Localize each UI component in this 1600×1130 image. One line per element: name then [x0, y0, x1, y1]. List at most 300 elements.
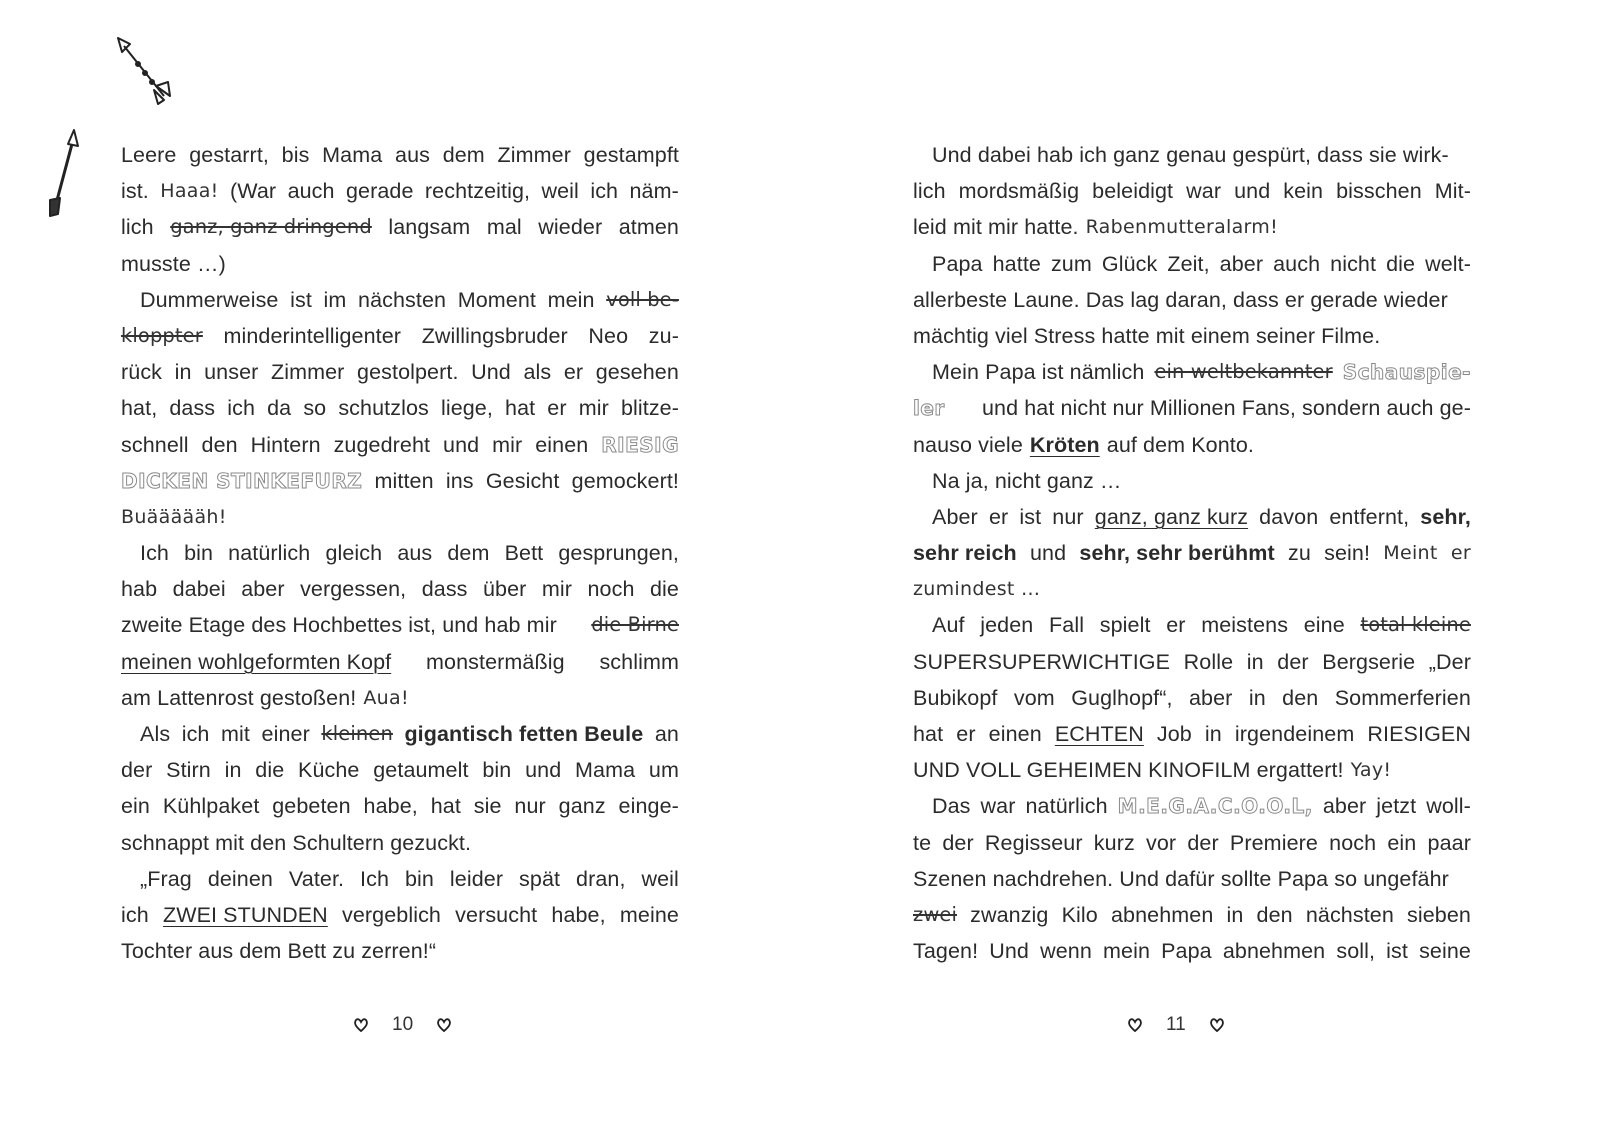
word: entfernt, [1329, 504, 1410, 529]
word: einen [988, 722, 1042, 746]
word: so [303, 396, 327, 421]
text-line [913, 752, 1471, 788]
word: die [1386, 251, 1416, 276]
word: aber [1188, 685, 1233, 710]
text-line [121, 427, 679, 463]
word: als [523, 360, 552, 385]
word: zugedreht [333, 432, 431, 457]
word: ist. [121, 179, 149, 204]
word: Kilo [1061, 902, 1098, 927]
word: Regisseur [984, 830, 1083, 855]
word: woll- [1426, 794, 1471, 819]
word: schutzlos [338, 396, 429, 421]
word: Yay! [1350, 759, 1392, 782]
word: (War [230, 179, 277, 204]
word: der [942, 830, 974, 855]
text-line [121, 535, 679, 571]
heart-icon [352, 1017, 370, 1033]
text-line [121, 390, 679, 426]
word: gleich [325, 541, 383, 566]
word: bin [482, 758, 512, 783]
word: jetzt [1376, 794, 1417, 819]
text-line [913, 644, 1471, 680]
word: davon [1259, 504, 1319, 529]
right-page-text [913, 137, 1471, 969]
word: hab [121, 577, 158, 602]
word: nächsten [1305, 902, 1394, 927]
word: war [980, 794, 1016, 819]
text-line [913, 861, 1471, 897]
word: aber [1219, 251, 1264, 276]
heart-icon [435, 1017, 453, 1033]
word: Rabenmutteralarm! [1085, 216, 1279, 239]
word: Buäääääh! [121, 505, 227, 528]
word: Mama [575, 758, 636, 783]
word: dabei [172, 577, 226, 602]
word: DICKEN STINKEFURZ [121, 468, 363, 493]
word: Und [471, 360, 511, 385]
word: RIESIGEN [1367, 722, 1471, 746]
word: natürlich [1025, 794, 1108, 819]
word: und [1234, 179, 1271, 204]
word: UND VOLL GEHEIMEN KINOFILM ergattert! [913, 758, 1344, 783]
word: sieben [1407, 902, 1471, 927]
text-line [121, 680, 679, 716]
word: Stirn [166, 758, 211, 783]
word: die [649, 577, 679, 602]
word: noch [587, 577, 635, 602]
text-line [121, 463, 679, 499]
word: Leere [121, 143, 177, 167]
word: einer [261, 722, 310, 746]
word: liege, [440, 396, 493, 421]
word: Ich [360, 866, 390, 891]
text-line [913, 897, 1471, 933]
text-line [913, 282, 1471, 318]
word: Als [140, 722, 171, 746]
word: ist [1019, 504, 1042, 529]
word: mir [541, 577, 573, 602]
word: zwanzig [970, 902, 1049, 927]
word: schnappt mit den Schultern gezuckt. [121, 830, 472, 855]
word: Glück [1101, 251, 1158, 276]
word: er [1166, 613, 1186, 638]
word: Sommerferien [1334, 685, 1471, 710]
word: mal [486, 215, 522, 240]
word: in [1226, 902, 1244, 927]
word: auch [287, 179, 335, 204]
word: Guglhopf“, [1071, 685, 1173, 710]
text-line [913, 571, 1471, 607]
heart-icon [1126, 1017, 1144, 1033]
word: Zwillingsbruder [421, 323, 568, 348]
word: allerbeste Laune. Das lag daran, dass er gerade wieder [913, 287, 1448, 312]
word: bin [404, 866, 434, 891]
word: ler [913, 396, 945, 421]
word: eine [1303, 613, 1345, 638]
word: mein [547, 287, 595, 312]
word: in [224, 758, 242, 783]
text-line [913, 209, 1471, 245]
word: nächsten [358, 287, 447, 312]
word: rück [121, 360, 163, 385]
word: Gesicht [485, 468, 560, 493]
word: bin [184, 541, 214, 566]
word: lich [121, 215, 154, 240]
text-line [913, 788, 1471, 824]
word: Papa [932, 251, 983, 276]
word: Aber [932, 504, 978, 529]
word: zweite Etage des Hochbettes ist, und hab mir [121, 613, 557, 638]
word: Kröten [1029, 432, 1100, 457]
word: Neo [588, 323, 629, 348]
word: er [988, 504, 1009, 529]
word: mit [221, 722, 250, 746]
word: Moment [457, 287, 536, 312]
word: den [201, 432, 238, 457]
word: Kühlpaket [162, 794, 260, 819]
word: vergessen, [300, 577, 407, 602]
text-line [121, 499, 679, 535]
word: kein [1283, 179, 1324, 204]
word: Bubikopf [913, 685, 998, 710]
left-page-text [121, 137, 679, 969]
word: gerade [345, 179, 414, 204]
word: Und dabei hab ich ganz genau gespürt, dass sie wirk- [932, 143, 1449, 167]
text-line [121, 716, 679, 752]
word: welt- [1425, 251, 1471, 276]
word: den [1256, 902, 1293, 927]
text-line [121, 282, 679, 318]
word: ganz, ganz dringend [170, 215, 372, 239]
text-line [121, 607, 679, 643]
word: gestampft [583, 143, 679, 167]
word: spielt [1099, 613, 1151, 638]
word: auch [1273, 251, 1321, 276]
word: Bergserie [1322, 649, 1416, 674]
word: blitze- [620, 396, 679, 421]
word: nauso viele [913, 432, 1023, 457]
word: hatte [992, 251, 1041, 276]
word: einge- [618, 794, 679, 819]
text-line [121, 933, 679, 969]
word: hat [913, 722, 944, 746]
word: Fall [1049, 613, 1085, 638]
word: meinen wohlgeformten Kopf [121, 649, 392, 674]
word: gesehen [595, 360, 679, 385]
text-line [913, 390, 1471, 426]
word: bis [281, 143, 310, 167]
word: schlimm [599, 649, 679, 674]
word: meistens [1201, 613, 1289, 638]
text-line [913, 499, 1471, 535]
word: ganz [558, 794, 606, 819]
word: unser [204, 360, 259, 385]
text-line [121, 788, 679, 824]
word: ist [1386, 939, 1408, 964]
word: Meint [1383, 542, 1438, 565]
word: kleinen [321, 722, 393, 745]
word: hat, [121, 396, 158, 421]
word: lich [913, 179, 946, 204]
page-number-left [352, 1014, 453, 1036]
word: RIESIG [601, 432, 679, 457]
word: auf dem Konto. [1106, 432, 1254, 457]
text-line [913, 137, 1471, 173]
word: Papa [1161, 939, 1212, 964]
word: aus [397, 541, 433, 566]
word: gestolpert. [357, 360, 459, 385]
arrow-diagonal-icon [112, 34, 176, 106]
heart-icon [1208, 1017, 1226, 1033]
word: Mit- [1434, 179, 1471, 204]
text-line [913, 318, 1471, 354]
word: Aua! [363, 686, 409, 709]
word: da [267, 396, 292, 421]
word: wieder [538, 215, 603, 240]
word: nur [514, 794, 546, 819]
word: gemockert! [571, 468, 679, 493]
word: Küche [298, 758, 360, 783]
word: in [1248, 685, 1266, 710]
word: Dummerweise [140, 287, 279, 312]
word: Auf [932, 613, 965, 638]
word: leider [449, 866, 504, 891]
word: ich [590, 179, 619, 204]
word: und hat nicht nur Millionen Fans, sondern auch ge- [981, 396, 1471, 421]
word: Premiere [1229, 830, 1318, 855]
text-line [913, 716, 1471, 752]
word: natürlich [228, 541, 311, 566]
word: er [547, 396, 567, 421]
word: ganz, ganz kurz [1094, 504, 1249, 529]
text-line [121, 644, 679, 680]
word: M.E.G.A.C.O.O.L, [1117, 794, 1313, 819]
word: ins [445, 468, 474, 493]
word: ich [121, 902, 149, 927]
word: jeden [980, 613, 1034, 638]
word: deinen [207, 866, 273, 891]
text-line [121, 173, 679, 209]
word: dem [447, 541, 490, 566]
text-line [913, 607, 1471, 643]
word: Zeit, [1167, 251, 1210, 276]
word: habe, [551, 902, 606, 927]
word: zumindest … [913, 578, 1041, 601]
word: monstermäßig [426, 649, 565, 674]
word: über [482, 577, 527, 602]
text-line [121, 318, 679, 354]
word: der [1277, 649, 1309, 674]
word: mir [578, 396, 609, 421]
word: bisschen [1336, 179, 1422, 204]
word: Na ja, nicht ganz … [932, 468, 1122, 493]
word: wenn [1040, 939, 1092, 964]
word: mächtig viel Stress hatte mit einem seiner Filme. [913, 323, 1381, 348]
word: in [174, 360, 192, 385]
word: sehr, [1420, 504, 1471, 529]
word: aus [395, 143, 430, 167]
text-line [913, 825, 1471, 861]
word: mein [1103, 939, 1151, 964]
word: weil [541, 179, 579, 204]
page-number: 10 [392, 1014, 414, 1035]
word: voll be- [606, 287, 679, 311]
word: seine [1419, 939, 1471, 964]
word: dran, [576, 866, 626, 891]
text-line [913, 463, 1471, 499]
word: um [648, 758, 679, 783]
word: kloppter [121, 323, 203, 347]
word: mordsmäßig [958, 179, 1080, 204]
text-line [121, 825, 679, 861]
word: dass [169, 396, 216, 421]
word: die [255, 758, 285, 783]
word: und [1030, 541, 1067, 566]
word: zwei [913, 902, 957, 926]
word: leid mit mir hatte. [913, 215, 1079, 240]
word: Tochter aus dem Bett zu zerren!“ [121, 939, 437, 964]
word: er [563, 360, 584, 385]
word: hat [505, 396, 536, 421]
word: der [1187, 830, 1219, 855]
word: Szenen nachdrehen. Und dafür sollte Papa so ungefähr [913, 866, 1449, 891]
text-line [913, 427, 1471, 463]
word: ist [290, 287, 312, 312]
word: Hintern [250, 432, 321, 457]
word: kurz [1093, 830, 1135, 855]
word: sehr, sehr berühmt [1079, 541, 1275, 566]
word: der [121, 758, 153, 783]
word: ZWEI STUNDEN [162, 902, 328, 927]
word: aber [1322, 794, 1367, 819]
word: im [323, 287, 347, 312]
text-line [913, 535, 1471, 571]
word: langsam [388, 215, 471, 240]
text-line [121, 137, 679, 173]
word: Tagen! [913, 939, 979, 964]
word: ein weltbekannter [1154, 360, 1333, 384]
word: sie [473, 794, 502, 819]
word: vor [1146, 830, 1177, 855]
word: Haaa! [160, 180, 219, 203]
text-line [121, 752, 679, 788]
word: Zimmer [497, 143, 571, 167]
word: spät [519, 866, 561, 891]
word: nicht [1330, 251, 1377, 276]
word: Zimmer [271, 360, 345, 385]
word: total kleine [1360, 613, 1471, 637]
word: den [1282, 685, 1319, 710]
text-line [121, 354, 679, 390]
text-line [913, 173, 1471, 209]
word: ich [181, 722, 210, 746]
word: mitten [374, 468, 434, 493]
word: irgendeinem [1234, 722, 1355, 746]
text-line [121, 209, 679, 245]
word: musste …) [121, 251, 226, 276]
word: gesprungen, [558, 541, 679, 566]
word: soll, [1336, 939, 1376, 964]
word: hat [430, 794, 461, 819]
word: gigantisch fetten Beule [404, 722, 644, 746]
text-line [121, 897, 679, 933]
word: vom [1013, 685, 1055, 710]
word: zu [1287, 541, 1311, 566]
word: ein [1387, 830, 1417, 855]
word: zum [1050, 251, 1092, 276]
word: die Birne [591, 613, 679, 637]
word: atmen [618, 215, 679, 240]
word: Vater. [288, 866, 345, 891]
word: er [1450, 542, 1471, 565]
word: te [913, 830, 932, 855]
word: „Der [1428, 649, 1471, 674]
word: versucht [455, 902, 538, 927]
word: vergeblich [341, 902, 441, 927]
word: abnehmen [1110, 902, 1214, 927]
word: getaumelt [373, 758, 469, 783]
page-number-right [1126, 1014, 1226, 1036]
word: Schauspie- [1342, 360, 1471, 385]
word: er [956, 722, 976, 746]
word: ECHTEN [1054, 722, 1144, 746]
text-line [121, 246, 679, 282]
word: war [1186, 179, 1222, 204]
word: einen [535, 432, 589, 457]
word: Bett [504, 541, 544, 566]
word: habe, [363, 794, 418, 819]
word: zu- [648, 323, 679, 348]
word: gebeten [272, 794, 351, 819]
word: Und [989, 939, 1029, 964]
word: Ich [140, 541, 169, 566]
word: weil [641, 866, 679, 891]
word: ein [121, 794, 150, 819]
text-line [121, 571, 679, 607]
word: meine [619, 902, 679, 927]
word: abnehmen [1222, 939, 1326, 964]
text-line [913, 933, 1471, 969]
text-line [121, 861, 679, 897]
word: rechtzeitig, [424, 179, 531, 204]
word: SUPERSUPERWICHTIGE [913, 649, 1171, 674]
word: an [654, 722, 679, 746]
word: aber [241, 577, 285, 602]
word: sein! [1324, 541, 1371, 566]
word: mir [492, 432, 523, 457]
word: am Lattenrost gestoßen! [121, 685, 357, 710]
word: ich [227, 396, 256, 421]
word: und [525, 758, 562, 783]
word: gestarrt, [189, 143, 269, 167]
text-line [913, 246, 1471, 282]
word: in [1204, 722, 1222, 746]
word: dem [442, 143, 485, 167]
word: dass [421, 577, 468, 602]
word: minderintelligenter [223, 323, 402, 348]
page-number: 11 [1166, 1014, 1186, 1035]
word: Mama [322, 143, 383, 167]
word: noch [1329, 830, 1377, 855]
word: nur [1052, 504, 1084, 529]
word: in [1246, 649, 1264, 674]
word: beleidigt [1092, 179, 1174, 204]
word: sehr reich [913, 541, 1017, 566]
arrow-vertical-icon [42, 124, 82, 224]
word: Mein Papa ist nämlich [932, 360, 1145, 385]
text-line [913, 680, 1471, 716]
